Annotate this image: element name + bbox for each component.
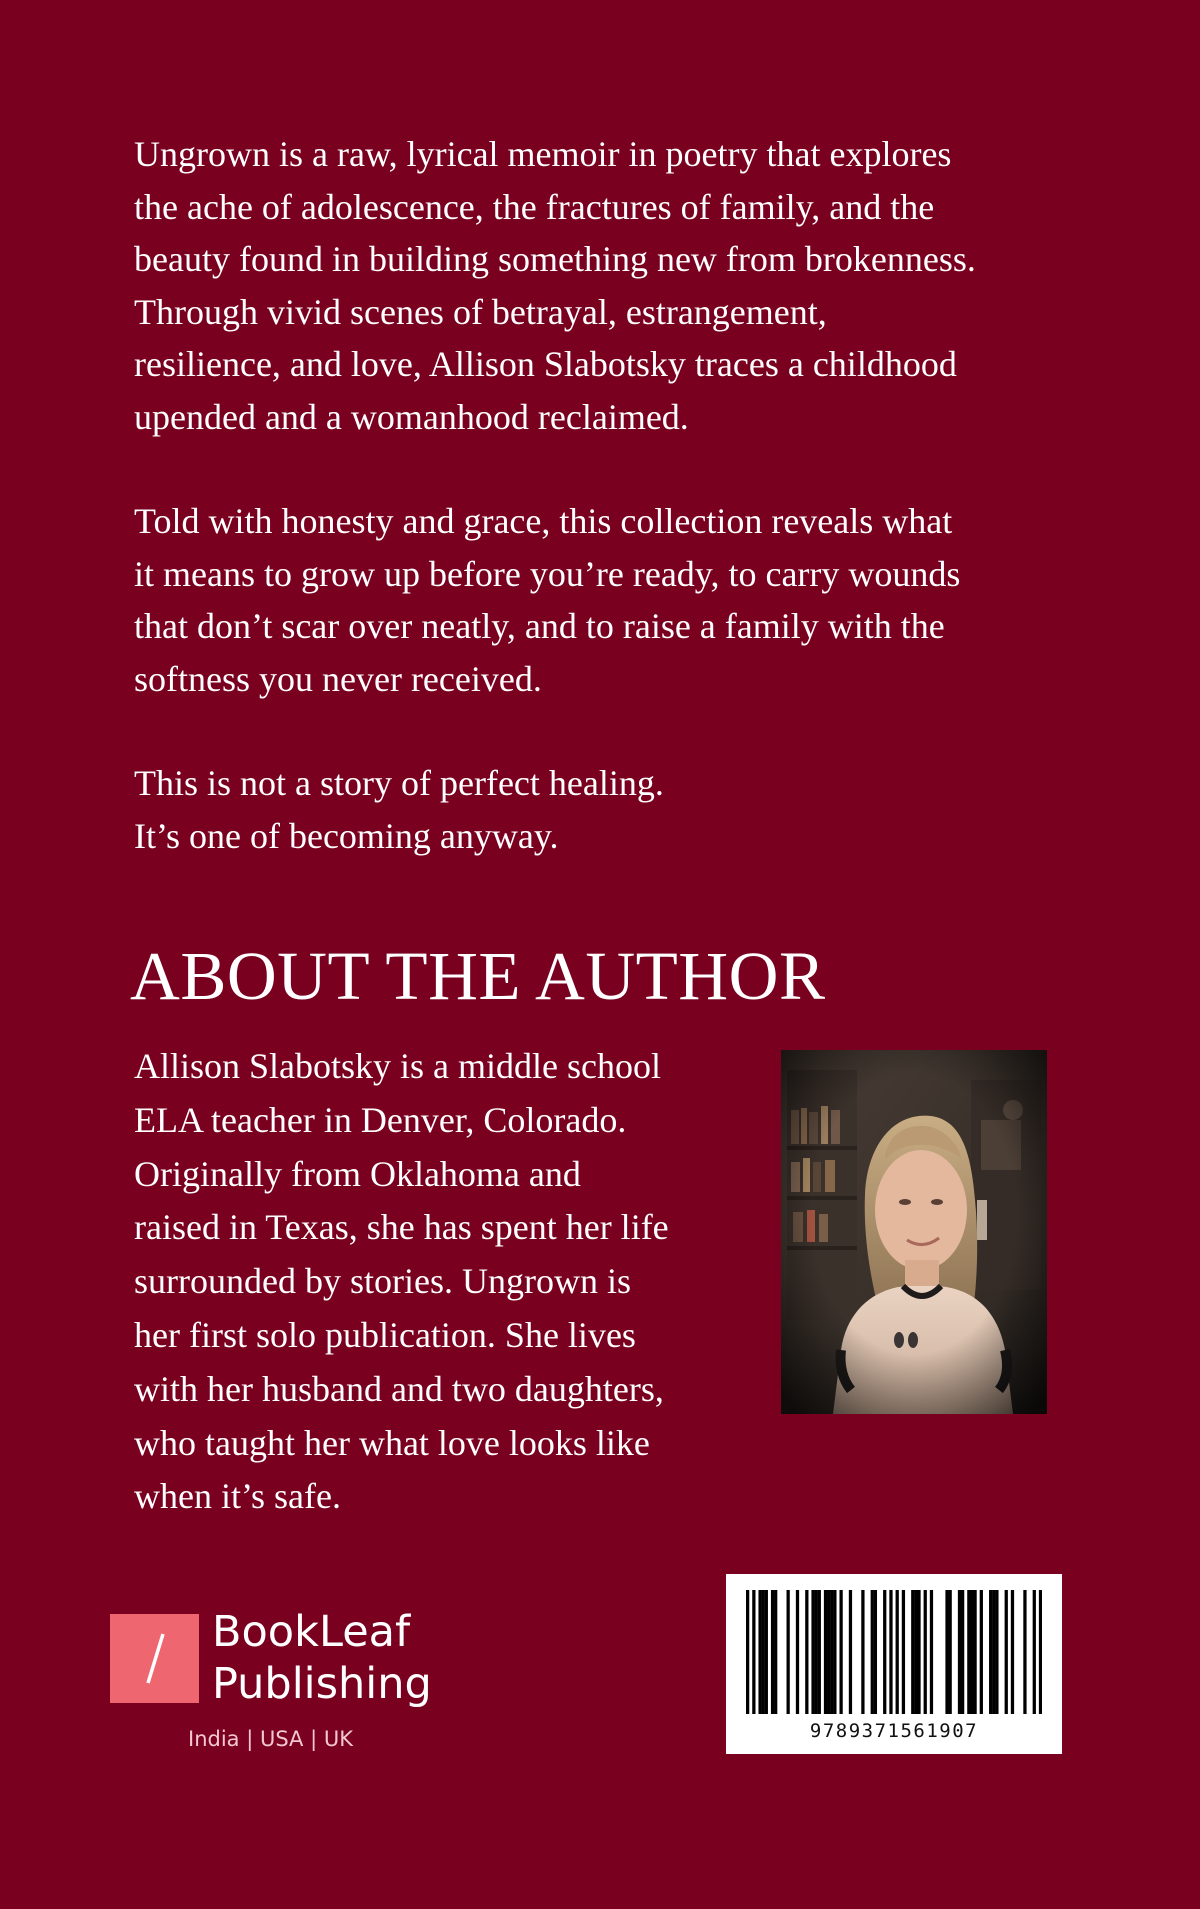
- author-photo: [781, 1050, 1047, 1414]
- blurb-line: Through vivid scenes of betrayal, estrangement,: [134, 291, 827, 332]
- barcode-bar: [970, 1590, 973, 1714]
- bookleaf-publishing-logo: [110, 1607, 450, 1754]
- barcode-bar: [930, 1590, 933, 1714]
- barcode-bar: [827, 1590, 830, 1714]
- publisher-name-line-2: Publishing: [212, 1659, 432, 1709]
- blurb-line: beauty found in building something new from brokenness.: [134, 239, 976, 279]
- barcode-bar: [914, 1590, 917, 1714]
- barcode-bar: [787, 1590, 790, 1714]
- barcode-bar: [949, 1590, 952, 1714]
- barcode-bar: [889, 1590, 892, 1714]
- barcode-bar: [924, 1590, 927, 1714]
- isbn-number: 9789371561907: [809, 1720, 979, 1742]
- bio-line: ELA teacher in Denver, Colorado.: [134, 1099, 627, 1140]
- barcode-bars: [746, 1590, 1042, 1714]
- blurb-paragraph-3: [134, 757, 1094, 862]
- bookleaf-slash-icon: [110, 1614, 199, 1703]
- barcode-bar: [830, 1590, 833, 1714]
- blurb-line: Told with honesty and grace, this collection reveals what: [134, 501, 953, 541]
- barcode-bar: [815, 1590, 818, 1714]
- barcode-bar: [861, 1590, 864, 1714]
- barcode-bar: [824, 1590, 827, 1714]
- barcode-bar: [839, 1590, 842, 1714]
- barcode-bar: [896, 1590, 899, 1714]
- blurb-paragraph-1: [134, 128, 1094, 443]
- barcode-bar: [746, 1590, 749, 1714]
- barcode-bar: [762, 1590, 765, 1714]
- publisher-name-line-1: BookLeaf: [212, 1607, 411, 1657]
- barcode-bar: [818, 1590, 821, 1714]
- blurb-paragraph-2: [134, 495, 1094, 705]
- barcode-bar: [917, 1590, 920, 1714]
- publisher-name: [212, 1606, 432, 1710]
- barcode-bar: [967, 1590, 970, 1714]
- barcode-bar: [771, 1590, 774, 1714]
- barcode-bar: [958, 1590, 961, 1714]
- bio-line: when it’s safe.: [134, 1476, 341, 1517]
- isbn-barcode: [726, 1574, 1062, 1754]
- barcode-bar: [1011, 1590, 1014, 1714]
- barcode-bar: [811, 1590, 814, 1714]
- blurb-line: that don’t scar over neatly, and to raise a family with the: [134, 606, 945, 646]
- barcode-bar: [911, 1590, 914, 1714]
- blurb-line: This is not a story of perfect healing.: [134, 763, 664, 803]
- blurb-line: It’s one of becoming anyway.: [134, 815, 559, 856]
- barcode-bar: [833, 1590, 836, 1714]
- barcode-bar: [980, 1590, 983, 1714]
- barcode-bar: [765, 1590, 768, 1714]
- about-the-author-heading: ABOUT THE AUTHOR: [130, 938, 826, 1014]
- publisher-regions: India | USA | UK: [188, 1727, 353, 1751]
- bio-line: Originally from Oklahoma and: [134, 1153, 581, 1194]
- barcode-bar: [902, 1590, 905, 1714]
- bio-line: surrounded by stories. Ungrown is: [134, 1261, 631, 1302]
- barcode-bar: [945, 1590, 948, 1714]
- book-blurb: [134, 128, 1094, 914]
- barcode-bar: [883, 1590, 886, 1714]
- barcode-bar: [1023, 1590, 1026, 1714]
- barcode-bar: [874, 1590, 877, 1714]
- blurb-line: the ache of adolescence, the fractures of family, and the: [134, 186, 935, 227]
- barcode-bar: [871, 1590, 874, 1714]
- barcode-bar: [995, 1590, 998, 1714]
- barcode-bar: [805, 1590, 808, 1714]
- barcode-bar: [1005, 1590, 1008, 1714]
- barcode-bar: [961, 1590, 964, 1714]
- barcode-bar: [849, 1590, 852, 1714]
- bio-line: with her husband and two daughters,: [134, 1368, 664, 1409]
- bio-line: who taught her what love looks like: [134, 1422, 650, 1463]
- barcode-bar: [989, 1590, 992, 1714]
- barcode-bar: [752, 1590, 755, 1714]
- blurb-line: upended and a womanhood reclaimed.: [134, 396, 689, 437]
- barcode-bar: [1039, 1590, 1042, 1714]
- barcode-bar: [758, 1590, 761, 1714]
- blurb-line: softness you never received.: [134, 658, 542, 699]
- bio-line: raised in Texas, she has spent her life: [134, 1207, 669, 1248]
- barcode-bar: [973, 1590, 976, 1714]
- barcode-bar: [1033, 1590, 1036, 1714]
- barcode-bar: [992, 1590, 995, 1714]
- bio-line: her first solo publication. She lives: [134, 1314, 636, 1355]
- bio-line: Allison Slabotsky is a middle school: [134, 1046, 661, 1086]
- blurb-line: it means to grow up before you’re ready, to carry wounds: [134, 553, 961, 594]
- blurb-line: Ungrown is a raw, lyrical memoir in poetry that explores: [134, 134, 952, 174]
- barcode-bar: [774, 1590, 777, 1714]
- blurb-line: resilience, and love, Allison Slabotsky traces a childhood: [134, 344, 957, 384]
- barcode-bar: [796, 1590, 799, 1714]
- author-bio: [134, 1040, 774, 1524]
